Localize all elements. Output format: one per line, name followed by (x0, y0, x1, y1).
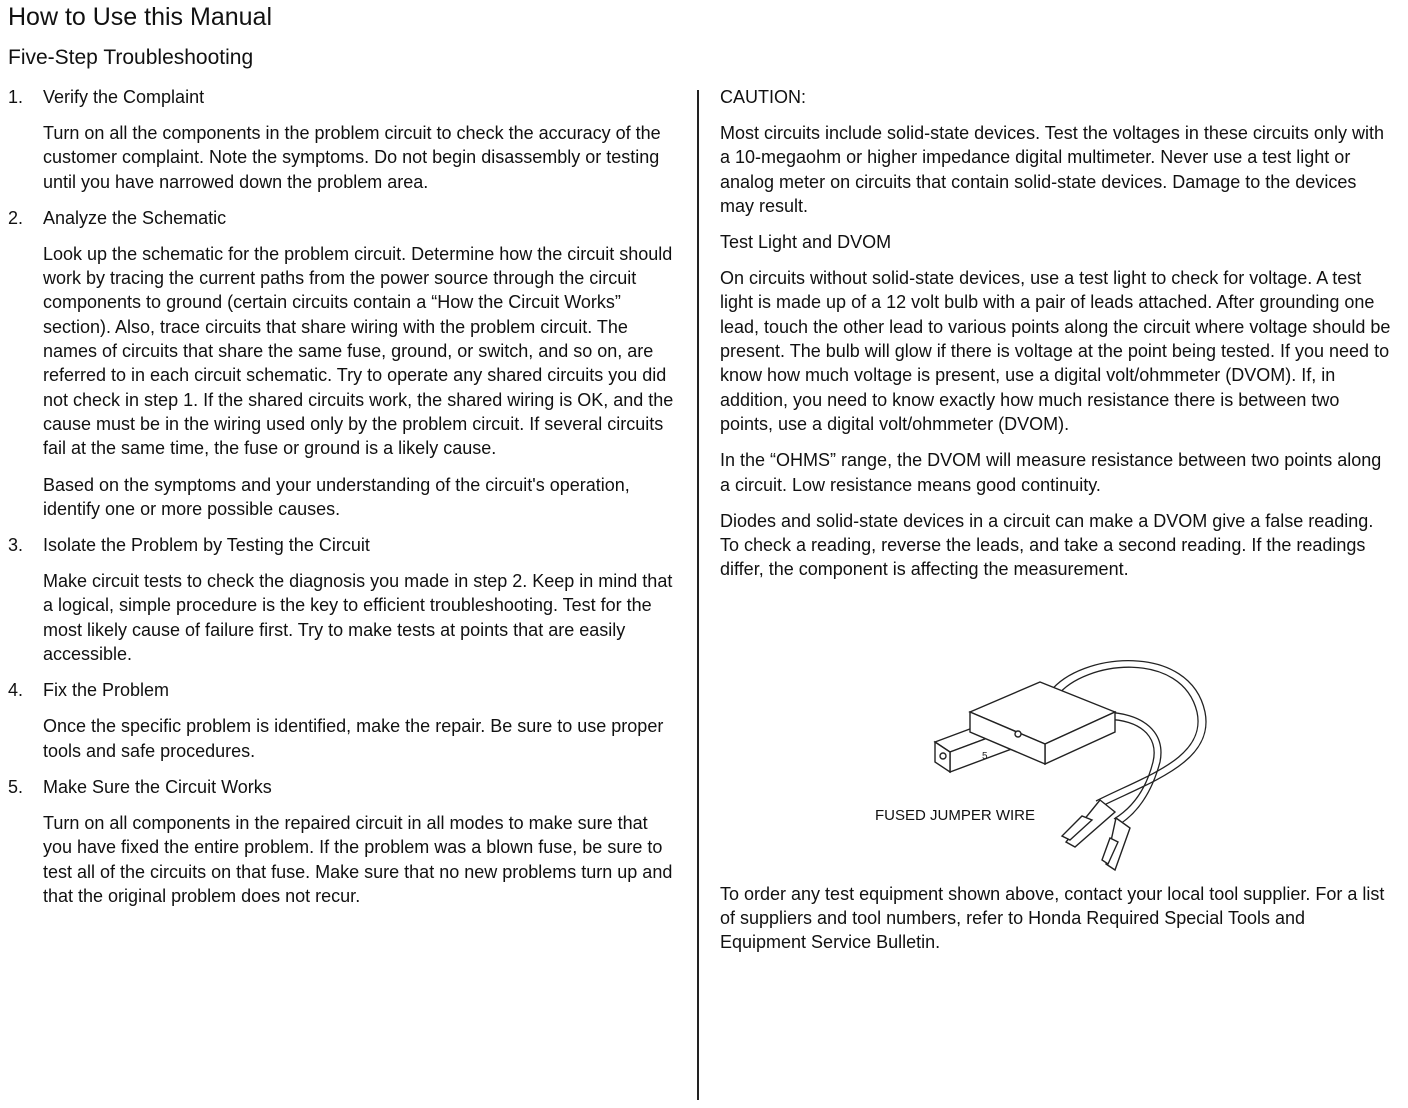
step-number: 2. (8, 207, 24, 228)
step-title: Isolate the Problem by Testing the Circuit (43, 535, 370, 556)
step-number: 5. (8, 776, 24, 797)
test-light-paragraph: On circuits without solid-state devices, use a test light to check for voltage. A test light is made up of a 12 volt bulb with a pair of leads attached. After grounding one lead, touch the other lead to various points along the circuit where voltage should be present. The bulb will glow if there is voltage at the point being tested. If you need to know how much voltage is present, use a digital volt/ohmmeter (DVOM). If, in addition, you need to know exactly how much resistance there is between two points, use a digital volt/ohmmeter (DVOM). (720, 268, 1391, 434)
step-1 (8, 85, 678, 194)
caution-heading: CAUTION: (720, 87, 807, 107)
fused-jumper-wire-illustration (720, 602, 1392, 872)
step-paragraph: Turn on all the components in the problem circuit to check the accuracy of the customer complaint. Note the symptoms. Do not begin disassembly or testing until you have narrowed down the problem area. (43, 123, 661, 192)
step-number: 3. (8, 535, 24, 556)
step-number: 1. (8, 87, 24, 107)
step-paragraph: Based on the symptoms and your understanding of the circuit's operation, identify one or more possible causes. (43, 474, 630, 519)
fuse-holder-icon (935, 682, 1115, 772)
ohms-paragraph: In the “OHMS” range, the DVOM will measure resistance between two points along a circuit. Low resistance means good continuity. (720, 450, 1382, 495)
section-subtitle: Five-Step Troubleshooting (8, 46, 254, 69)
fused-jumper-wire-figure (720, 602, 1392, 872)
step-3 (8, 533, 678, 666)
diodes-paragraph: Diodes and solid-state devices in a circuit can make a DVOM give a false reading. To check a reading, reverse the leads, and take a second reading. If the readings differ, the component is affecting the measurement. (720, 510, 1374, 580)
step-paragraph: Make circuit tests to check the diagnosis you made in step 2. Keep in mind that a logical, simple procedure is the key to efficient troubleshooting. Test for the most likely cause of failure first. Try to make tests at points that are easily accessible. (43, 571, 673, 665)
alligator-clip-icon (1062, 800, 1130, 870)
page-title: How to Use this Manual (8, 3, 273, 31)
step-paragraph: Look up the schematic for the problem circuit. Determine how the circuit should work by tracing the current paths from the power source through the circuit components to ground (certain circuits contain a “How the Circuit Works” section). Also, trace circuits that share wiring with the problem circuit. The names of circuits that share the same fuse, ground, or switch, and so on, are referred to in each circuit schematic. Try to operate any shared circuits you did not check in step 1. If the shared circuits work, the shared wiring is OK, and the cause must be in the wiring used only by the problem circuit. If several circuits fail at the same time, the fuse or ground is a likely cause. (43, 243, 674, 459)
step-2 (8, 206, 678, 521)
step-title: Fix the Problem (43, 680, 170, 701)
fuse-rating-label: 5 (982, 750, 988, 762)
right-column (720, 85, 1392, 967)
step-4 (8, 678, 678, 763)
troubleshooting-steps (8, 85, 678, 920)
figure-caption: FUSED JUMPER WIRE (875, 806, 1036, 824)
caution-text: Most circuits include solid-state devices. Test the voltages in these circuits only with a 10-megaohm or higher impedance digital multimeter. Never use a test light or analog meter on circuits that contain solid-state devices. Damage to the devices may result. (720, 123, 1384, 216)
step-5 (8, 775, 678, 908)
test-light-heading: Test Light and DVOM (720, 232, 892, 253)
order-note: To order any test equipment shown above, contact your local tool supplier. For a list of suppliers and tool numbers, refer to Honda Required Special Tools and Equipment Service Bulletin. (720, 883, 1385, 953)
step-title: Verify the Complaint (43, 87, 205, 107)
step-number: 4. (8, 680, 24, 701)
step-title: Make Sure the Circuit Works (43, 776, 272, 797)
step-paragraph: Once the specific problem is identified, make the repair. Be sure to use proper tools and safe procedures. (43, 716, 664, 761)
step-paragraph: Turn on all components in the repaired circuit in all modes to make sure that you have fixed the entire problem. If the problem was a blown fuse, be sure to test all of the circuits on that fuse. Make sure that no new problems turn up and that the original problem does not recur. (43, 812, 673, 906)
step-title: Analyze the Schematic (43, 207, 227, 228)
column-divider (697, 90, 699, 1100)
